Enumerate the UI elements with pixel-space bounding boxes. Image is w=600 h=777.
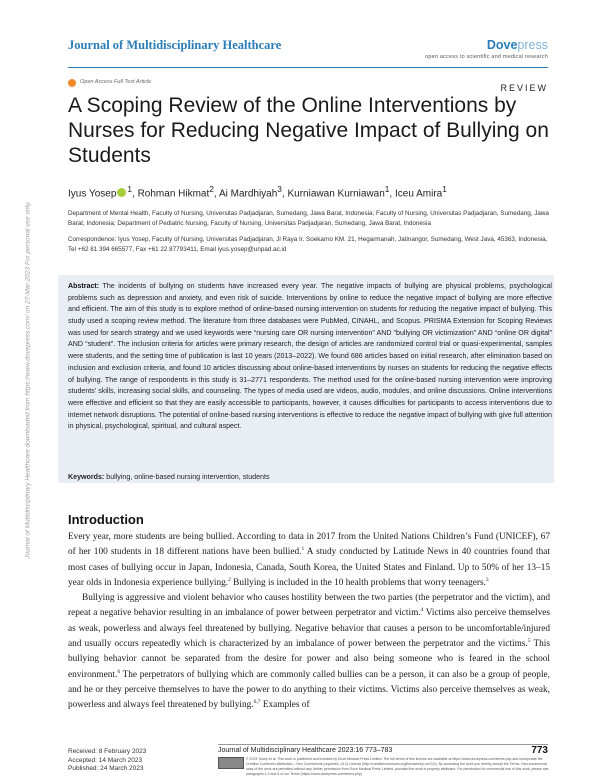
text-run: The perpetrators of bullying which are commonly called bullies can be a person, it can also be a group of people, and he or they perceive themselves to have the power to do anything to their victims. Victims also perceive themselves as weak, powerless and always feel threatened by bullying. bbox=[68, 669, 550, 711]
text-run: A study conducted by Latitude News in 40 countries found that most cases of bullying occur in Japan, Indonesia, Canada, South Korea, the United States and Finland. Up to 50% of her 13–15 year olds in Indonesia experience bullying. bbox=[68, 547, 550, 588]
keywords-label: Keywords: bbox=[68, 473, 105, 481]
text-run: Victims also perceive themselves as weak, powerless and always feel threatened by bullying. Negative behavior that causes a person to be uncomfortable/injured and usually occurs repeatedly which is characterized by an imbalance of power between the perpetrator and the victims. bbox=[68, 608, 550, 650]
section-heading-introduction: Introduction bbox=[68, 512, 144, 527]
affiliations: Department of Mental Health, Faculty of Nursing, Universitas Padjadjaran, Sumedang, Jawa Barat, Indonesia; Faculty of Nursing, Universitas Padjadjaran, Sumedang, Jawa Barat, Indonesia; Department of Pediatric Nursing, Faculty of Nursing, Universitas Padjadjaran, Sumedang, Jawa Barat, Indonesia bbox=[68, 210, 549, 227]
article-type: REVIEW bbox=[500, 83, 548, 93]
published-date: Published: 24 March 2023 bbox=[68, 765, 144, 772]
cc-license-badge[interactable] bbox=[218, 757, 244, 769]
text-run: Bullying is included in the 10 health problems that worry teenagers. bbox=[230, 577, 486, 588]
open-access-icon bbox=[68, 79, 76, 87]
paragraph bbox=[68, 530, 550, 591]
article-title: A Scoping Review of the Online Interventions by Nurses for Reducing Negative Impact of Bullying on Students bbox=[68, 94, 549, 167]
text-run: Examples of bbox=[260, 700, 310, 711]
author-affiliation-ref: 3 bbox=[277, 184, 282, 194]
keywords bbox=[68, 473, 552, 481]
paragraph bbox=[68, 591, 550, 713]
author-name: Rohman Hikmat bbox=[137, 188, 210, 200]
author-affiliation-ref: 1 bbox=[384, 184, 390, 194]
author-name: Kurniawan Kurniawan bbox=[287, 188, 385, 200]
received-date: Received: 8 February 2023 bbox=[68, 748, 147, 755]
article-dates bbox=[68, 748, 146, 774]
citation-ref[interactable]: 3 bbox=[485, 576, 489, 583]
citation-ref[interactable]: 6,7 bbox=[253, 699, 261, 706]
author-name: Iceu Amira bbox=[394, 188, 443, 200]
abstract bbox=[68, 281, 552, 433]
license-text: © 2023 Yosep et al. This work is published and licensed by Dove Medical Press Limited. The full terms of this license are available at https://www.dovepress.com/terms.php and incorporate the Creative Commons Attribution – Non Commercial (unported, v3.0) License (http://creativecommons.org/licenses/by-nc/3.0/). By accessing the work you hereby accept the Terms. Non-commercial uses of the work are permitted without any further permission from Dove Medical Press Limited, provided the work is properly attributed. For permission for commercial use of this work, please see paragraphs 4.2 and 5 of our Terms (https://www.dovepress.com/terms.php). bbox=[246, 757, 549, 776]
author-name: Iyus Yosep bbox=[68, 188, 117, 200]
keywords-text: bullying, online-based nursing intervention, students bbox=[106, 473, 270, 481]
publisher-logo[interactable] bbox=[487, 38, 548, 52]
author-name: Ai Mardhiyah bbox=[218, 188, 278, 200]
correspondence: Correspondence: Iyus Yosep, Faculty of Nursing, Universitas Padjadjaran, Jl Raya Ir. Soekarno KM. 21, Hegarmanah, Jatinangor, Sumedang, West Java, 45363, Indonesia, Tel +62 81 394 665577, Fax +61 22 87793411, Email iyus.yosep@unpad.ac.id bbox=[68, 236, 548, 253]
author-affiliation-ref: 1 bbox=[442, 184, 447, 194]
brand-light: press bbox=[517, 38, 548, 52]
citation-ref[interactable]: 5 bbox=[527, 637, 531, 644]
brand-main: Dove bbox=[486, 38, 518, 52]
citation-ref[interactable]: 1 bbox=[301, 546, 305, 553]
text-run: Every year, more students are being bullied. According to data in 2017 from the United Nations Children’s Fund (UNICEF), 67 of her 100 students in 18 different nations have been bullied. bbox=[68, 532, 550, 558]
journal-name[interactable]: Journal of Multidisciplinary Healthcare bbox=[68, 38, 282, 52]
introduction-body bbox=[68, 530, 550, 714]
author-list: Iyus Yosep $^1$, Rohman Hikmat$^2$, Ai Mardhiyah$^3$, Kurniawan Kurniawan$^1$, Iceu Amira$^1$ bbox=[68, 184, 447, 200]
citation-ref[interactable]: 6 bbox=[117, 668, 121, 675]
citation-ref[interactable]: 2 bbox=[228, 576, 231, 583]
footer-divider bbox=[218, 744, 548, 745]
header-divider bbox=[68, 67, 548, 68]
footer-citation[interactable]: Journal of Multidisciplinary Healthcare 2023:16 773–783 bbox=[218, 747, 393, 754]
open-access-label: Open Access Full Text Article bbox=[80, 79, 152, 85]
abstract-text: The incidents of bullying on students have increased every year. The negative impacts of bullying are physical problems, psychological problems such as depression and anxiety, and even risk of suicide. Interventions by online to reduce the negative impact of bullying are more effective and efficient. The aim of this study is to explore method of online-based nursing intervention on students for reducing the negative impact of bullying. This study used a scoping review method. The literature from three databases were PubMed, CINAHL, and Scopus. PRISMA Extension for Scoping Reviews was used for search strategy and we used keywords were “nursing care OR nursing intervention” AND “bullying OR victimization” AND “online OR digital” AND “student”. The inclusion criteria for articles were primary research, the design of articles are randomized control trial or quasi-experimental, samples were students, and the setting time of publication is last 10 years (2013–2022). We found 686 articles based on initial research, after elimination based on inclusion and exclusion criteria, and found 10 articles discussing about online-based interventions by nurses on students for reducing the negative effects of bullying. The range of respondents in this study is 31–2771 respondents. The method used for the online-based nursing intervention were improving students’ skills, increasing social skills, and counseling. The types of media used are videos, audio, modules, and online discussions. Online interventions were effective and efficient so that they are easily accessible to participants, however, it causes difficulties for participants to access interventions due to internet network disruptions. The potential of online-based nursing interventions is effective to reduce the negative impact of bullying with give full attention in physical, psychological, spiritual, and cultural aspect. bbox=[68, 282, 553, 431]
text-run: Bullying is aggressive and violent behavior who causes hostility between the two parties (the perpetrator and the victim), and repeat a negative behavior resulting in an imbalance of power between perpetrator and victim. bbox=[68, 593, 550, 619]
author-affiliation-ref: 2 bbox=[209, 184, 214, 194]
download-watermark: Journal of Multidisciplinary Healthcare downloaded from https://www.dovepress.com/ on 27-Mar-2023 For personal use only. bbox=[24, 201, 32, 559]
page-number: 773 bbox=[531, 745, 548, 756]
accepted-date: Accepted: 14 March 2023 bbox=[68, 756, 143, 764]
author-affiliation-ref: 1 bbox=[127, 184, 133, 194]
orcid-icon[interactable] bbox=[117, 188, 126, 197]
publisher-tagline: open access to scientific and medical research bbox=[425, 54, 548, 60]
text-run: This bullying behavior cannot be separated from the desire for power and also being someone who is feared in the school environment. bbox=[68, 639, 550, 680]
abstract-label: Abstract: bbox=[68, 282, 100, 290]
citation-ref[interactable]: 4 bbox=[420, 607, 424, 614]
